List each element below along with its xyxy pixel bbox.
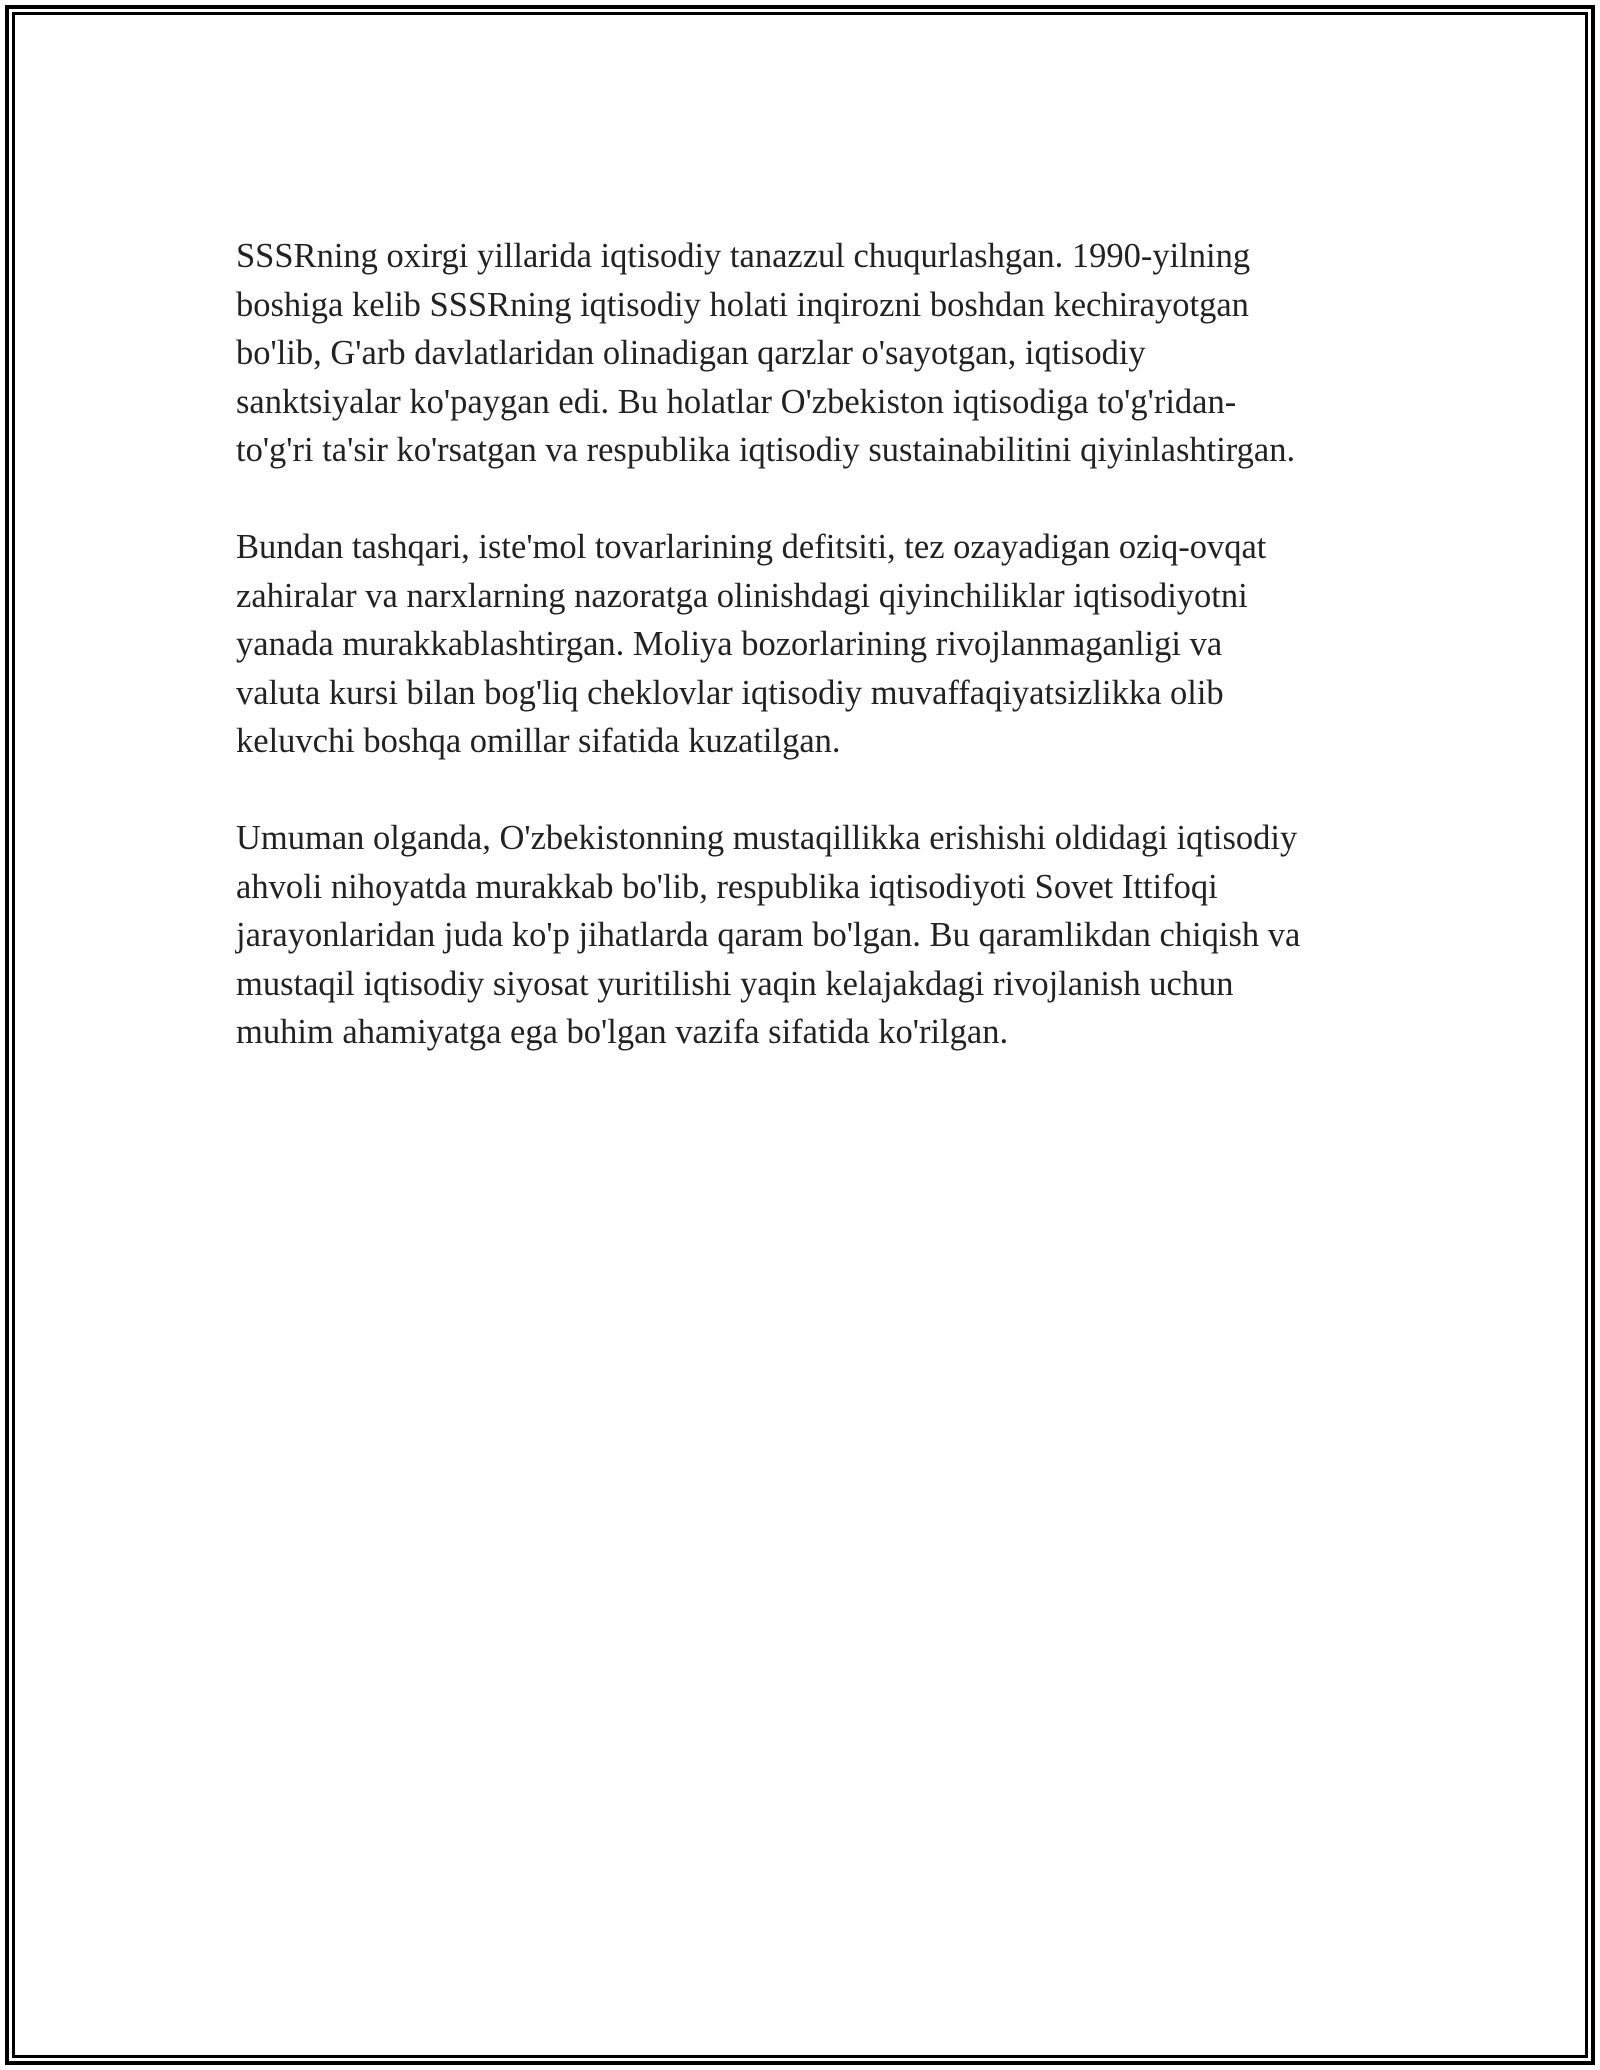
text-line: SSSRning oxirgi yillarida iqtisodiy tanazzul chuqurlashgan. 1990-yilning	[236, 237, 1251, 275]
text-line: mustaqil iqtisodiy siyosat yuritilishi yaqin kelajakdagi rivojlanish uchun	[236, 964, 1234, 1003]
paragraph-3	[236, 814, 1386, 1057]
text-line: valuta kursi bilan bog'liq cheklovlar iqtisodiy muvaffaqiyatsizlikka olib	[236, 673, 1224, 712]
text-line: bo'lib, G'arb davlatlaridan olinadigan qarzlar o'sayotgan, iqtisodiy	[236, 334, 1146, 372]
text-line: yanada murakkablashtirgan. Moliya bozorlarining rivojlanmaganligi va	[236, 625, 1223, 663]
document-body	[236, 232, 1386, 1105]
text-line: sanktsiyalar ko'paygan edi. Bu holatlar O'zbekiston iqtisodiga to'g'ridan-	[236, 382, 1237, 421]
text-line: keluvchi boshqa omillar sifatida kuzatilgan.	[236, 722, 841, 760]
text-line: jarayonlaridan juda ko'p jihatlarda qaram bo'lgan. Bu qaramlikdan chiqish va	[236, 916, 1301, 954]
text-line: zahiralar va narxlarning nazoratga olinishdagi qiyinchiliklar iqtisodiyotni	[236, 576, 1248, 615]
text-line: muhim ahamiyatga ega bo'lgan vazifa sifatida ko'rilgan.	[236, 1013, 1009, 1051]
text-line: Umuman olganda, O'zbekistonning mustaqillikka erishishi oldidagi iqtisodiy	[236, 819, 1298, 857]
paragraph-2	[236, 523, 1386, 766]
text-line: to'g'ri ta'sir ko'rsatgan va respublika iqtisodiy sustainabilitini qiyinlashtirgan.	[236, 431, 1296, 469]
paragraph-1	[236, 232, 1386, 475]
text-line: ahvoli nihoyatda murakkab bo'lib, respublika iqtisodiyoti Sovet Ittifoqi	[236, 867, 1218, 906]
text-line: Bundan tashqari, iste'mol tovarlarining defitsiti, tez ozayadigan oziq-ovqat	[236, 528, 1267, 566]
text-line: boshiga kelib SSSRning iqtisodiy holati inqirozni boshdan kechirayotgan	[236, 285, 1249, 324]
